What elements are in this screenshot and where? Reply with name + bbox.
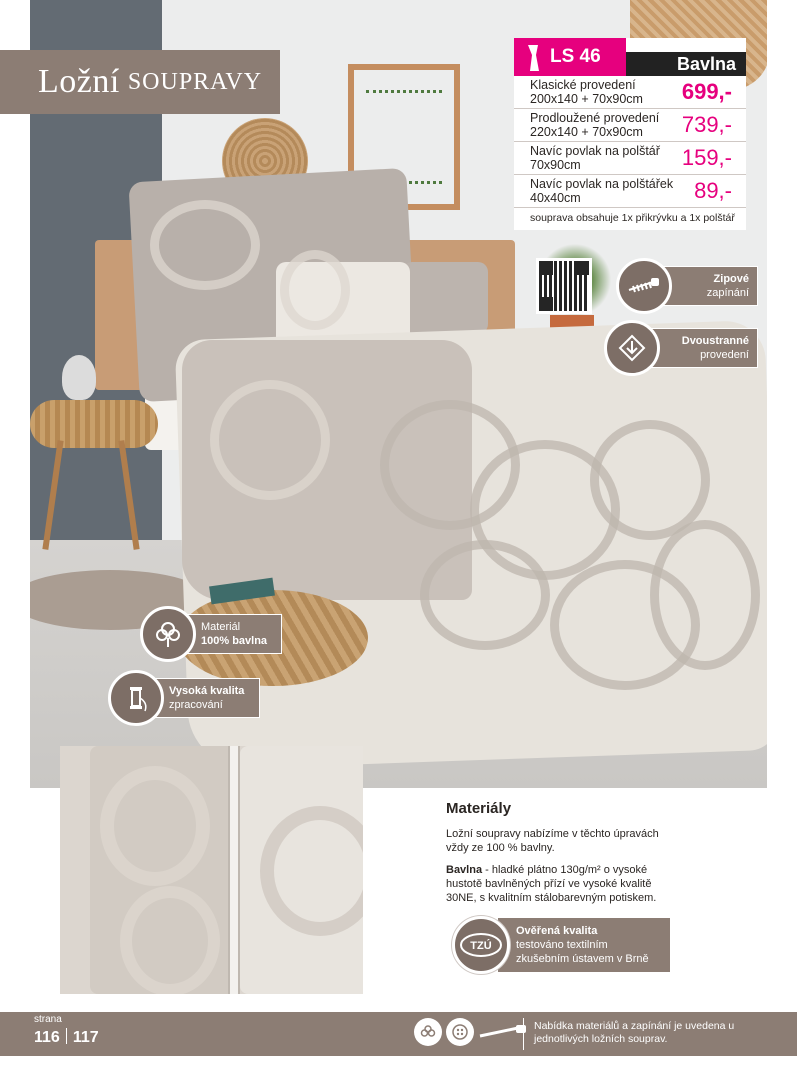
row-size: 200x140 + 70x90cm	[530, 92, 643, 106]
button-icon	[446, 1018, 474, 1046]
material-label: Bavlna	[626, 52, 746, 76]
row-size: 220x140 + 70x90cm	[530, 125, 643, 139]
row-desc: Klasické provedení	[530, 78, 636, 92]
quality-text: testováno textilním zkušebním ústavem v Brně	[516, 939, 649, 965]
feature-title: Dvoustranné	[681, 335, 749, 347]
vase	[62, 355, 96, 400]
feature-quality	[108, 670, 260, 726]
row-price: 739,-	[681, 112, 732, 137]
price-row	[514, 76, 746, 109]
thread-spool-icon	[108, 670, 164, 726]
quality-title: Ověřená kvalita	[516, 925, 598, 937]
row-price: 159,-	[681, 145, 732, 170]
tzu-logo	[452, 916, 510, 974]
product-code: LS 46	[550, 46, 601, 67]
row-desc: Navíc povlak na polštářek	[530, 177, 674, 191]
bavlna-text: - hladké plátno 130g/m² o vysoké hustotě bavlněných přízí ve vysoké kvalitě 30NE, s kvalitním stálobarevným potiskem.	[446, 864, 657, 904]
footer-divider	[523, 1018, 524, 1050]
quality-badge	[452, 916, 670, 974]
zipper-icon	[478, 1018, 528, 1046]
page-numbers	[34, 1028, 99, 1047]
materials-intro: Ložní soupravy nabízíme v těchto úpravách vždy ze 100 % bavlny.	[446, 828, 659, 854]
title-main: Ložní	[38, 63, 120, 100]
materials-bavlna	[446, 863, 676, 905]
title-rest: SOUPRAVY	[127, 68, 263, 95]
materials-section	[446, 800, 746, 905]
price-row	[514, 142, 746, 175]
feature-sub: 100% bavlna	[201, 635, 268, 647]
feature-title: Zipové	[713, 273, 749, 285]
feature-title: Vysoká kvalita	[169, 685, 245, 697]
feature-zip	[616, 258, 758, 314]
row-price: 89,-	[694, 178, 732, 203]
price-row	[514, 109, 746, 142]
page-number-left: 116	[34, 1029, 60, 1046]
qr-code[interactable]	[536, 258, 592, 314]
feature-sub: zapínání	[706, 287, 749, 299]
page-number-right: 117	[72, 1029, 99, 1046]
feature-title: Materiál	[201, 621, 241, 633]
feature-reversible	[604, 320, 758, 376]
row-size: 40x40cm	[530, 191, 581, 205]
footer-icons	[414, 1018, 528, 1046]
feature-sub: zpracování	[169, 699, 223, 711]
fabric-detail-photo	[60, 746, 363, 994]
row-desc: Prodloužené provedení	[530, 111, 660, 125]
zipper-icon	[616, 258, 672, 314]
cotton-flower-icon	[140, 606, 196, 662]
feature-sub: provedení	[700, 349, 749, 361]
price-table	[514, 38, 746, 230]
price-row	[514, 175, 746, 208]
reversible-arrows-icon	[604, 320, 660, 376]
cotton-flower-icon	[414, 1018, 442, 1046]
product-code-tab	[514, 38, 626, 76]
svg-text:TZÚ: TZÚ	[470, 940, 492, 952]
materials-heading: Materiály	[446, 800, 512, 817]
pillow-back	[402, 262, 488, 334]
page-label: strana	[34, 1014, 62, 1025]
price-header	[514, 38, 746, 76]
row-size: 70x90cm	[530, 158, 581, 172]
label-tag-icon	[524, 43, 542, 73]
feature-cotton	[140, 606, 282, 662]
footer-note: Nabídka materiálů a zapínání je uvedena u jednotlivých ložních souprav.	[534, 1020, 735, 1045]
page-footer	[0, 1012, 797, 1056]
zipper-detail	[228, 746, 240, 994]
bavlna-label: Bavlna	[446, 864, 483, 876]
set-contents-note: souprava obsahuje 1x přikrývku a 1x polštář	[530, 212, 735, 224]
row-desc: Navíc povlak na polštář	[530, 144, 660, 158]
page-title	[0, 50, 280, 114]
row-price: 699,-	[681, 79, 732, 104]
side-table	[30, 400, 158, 448]
